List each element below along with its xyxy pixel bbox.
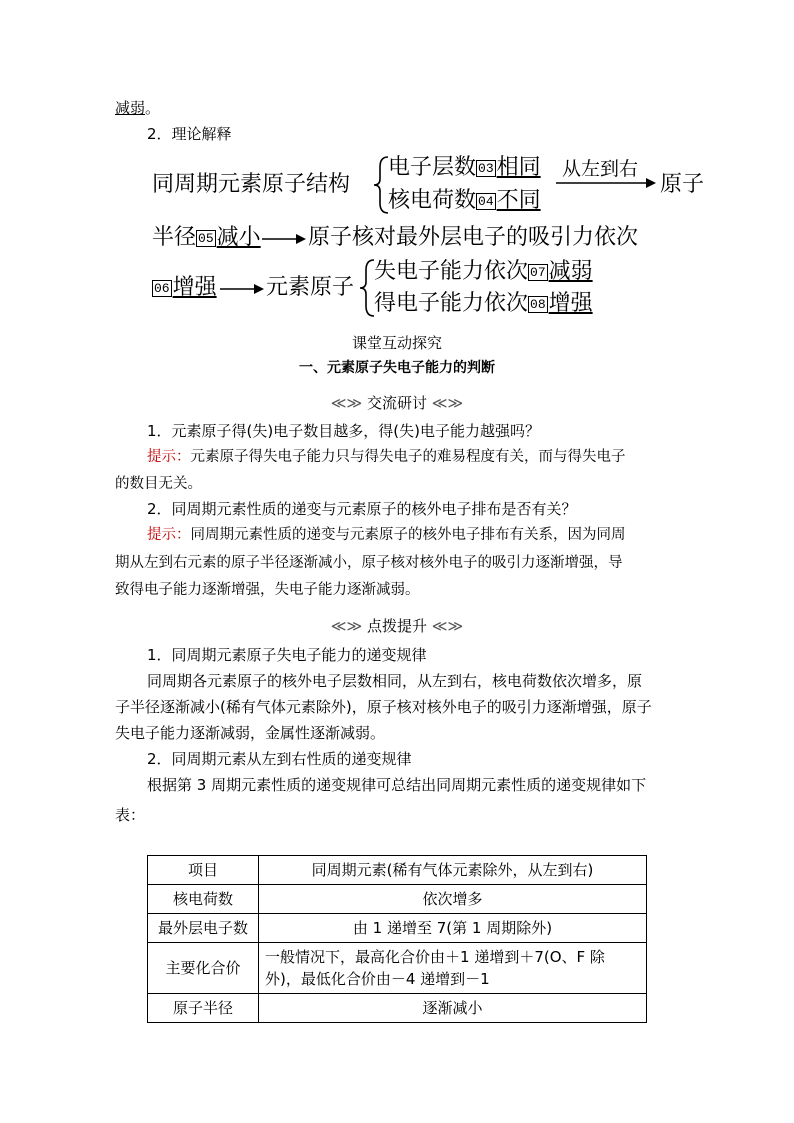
question-1: 1．元素原子得(失)电子数目越多，得(失)电子能力越强吗？ (147, 422, 540, 440)
hint-label-2: 提示： (147, 527, 191, 543)
answer-2-text: 同周期元素性质的递变与元素原子的核外电子排布有关系，因为同周 (190, 527, 626, 543)
answer-1-text: 元素原子得失电子能力只与得失电子的难易程度有关，而与得失电子 (190, 449, 626, 465)
answer-1-line-2: 的数目无关。 (115, 476, 202, 492)
point-1-title: 1．同周期元素原子失电子能力的递变规律 (147, 646, 427, 664)
tips-header-text: 点拨提升 (366, 617, 427, 635)
branch2-label: 核电荷数 (388, 188, 477, 213)
answer-07: 减弱 (548, 259, 593, 284)
section-title: 课堂互动探究 (351, 334, 442, 352)
point-2-line-2: 表： (115, 806, 146, 824)
table-row (148, 994, 647, 1023)
blank-num-05: 05 (198, 231, 214, 246)
answer-04: 不同 (496, 188, 541, 213)
right-deco-icon-2: ≪≫ (431, 617, 464, 635)
diagram-lead: 同周期元素原子结构 (152, 172, 351, 197)
answer-2-line-1 (147, 525, 626, 545)
blank-num-08: 08 (530, 297, 546, 312)
branch1-label: 电子层数 (388, 155, 477, 180)
gain-label: 得电子能力依次 (374, 291, 529, 316)
answer-08: 增强 (548, 291, 593, 316)
top-fragment (115, 98, 160, 118)
table-cell: 一般情况下，最高化合价由＋1 递增到＋7(O、F 除外)，最低化合价由－4 递增到－1 (259, 943, 647, 994)
table-cell: 核电荷数 (148, 885, 259, 914)
diagram-loss (374, 258, 593, 286)
tips-header (0, 616, 794, 636)
right-deco-icon: ≪≫ (431, 394, 464, 412)
answer-1-line-1 (147, 447, 626, 467)
blank-num-04: 04 (478, 194, 494, 209)
point-2-line-1: 根据第 3 周期元素性质的递变规律可总结出同周期元素性质的递变规律如下 (147, 776, 647, 794)
point-2-title: 2．同周期元素从左到右性质的递变规律 (147, 750, 412, 768)
hint-label: 提示： (147, 449, 191, 465)
long-arrow-icon-2 (220, 282, 268, 296)
table-cell: 同周期元素(稀有气体元素除外，从左到右) (259, 856, 647, 885)
answer-03: 相同 (496, 155, 541, 180)
diagram-branch2 (388, 187, 541, 215)
table-cell: 主要化合价 (148, 943, 259, 994)
diagram-branch1 (388, 154, 541, 182)
table-cell: 最外层电子数 (148, 914, 259, 943)
answer-2-line-2: 期从左到右元素的原子半径逐渐减小，原子核对核外电子的吸引力逐渐增强，导 (115, 555, 623, 571)
diagram-line2 (152, 224, 261, 252)
blank-num-06: 06 (154, 281, 170, 296)
table-cell: 依次增多 (259, 885, 647, 914)
table-cell: 由 1 递增至 7(第 1 周期除外) (259, 914, 647, 943)
left-deco-icon-2: ≪≫ (330, 617, 363, 635)
theory-heading: 2．理论解释 (147, 125, 232, 143)
result-1: 原子 (660, 172, 705, 197)
discussion-header (0, 393, 794, 413)
table-cell: 逐渐减小 (259, 994, 647, 1023)
table-cell: 项目 (148, 856, 259, 885)
answer-05: 减小 (216, 225, 261, 250)
top-fragment-end: 。 (145, 99, 161, 117)
section-subtitle: 一、元素原子失电子能力的判断 (299, 360, 495, 376)
left-deco-icon: ≪≫ (330, 394, 363, 412)
answer-06: 增强 (172, 275, 217, 300)
long-arrow-icon (262, 232, 310, 246)
point-1-line-1: 同周期各元素原子的核外电子层数相同，从左到右，核电荷数依次增多，原 (147, 672, 643, 690)
line2-prefix: 半径 (152, 225, 197, 250)
blank-num-03: 03 (478, 161, 494, 176)
question-2: 2．同周期元素性质的递变与元素原子的核外电子排布是否有关？ (147, 500, 577, 518)
diagram-gain (374, 290, 593, 318)
table-row (148, 885, 647, 914)
table-row (148, 943, 647, 994)
point-1-line-3: 失电子能力逐渐减弱，金属性逐渐减弱。 (115, 724, 386, 742)
discussion-header-text: 交流研讨 (366, 394, 427, 412)
table-row (148, 856, 647, 885)
table-row (148, 914, 647, 943)
arrow-label: 从左到右 (562, 158, 639, 180)
point-1-line-2: 子半径逐渐减小(稀有气体元素除外)，原子核对核外电子的吸引力逐渐增强，原子 (115, 698, 652, 716)
top-fragment-text: 减弱 (115, 99, 146, 117)
line3-mid: 元素原子 (266, 275, 355, 300)
table-cell: 原子半径 (148, 994, 259, 1023)
right-arrow-icon (556, 176, 660, 190)
answer-2-line-3: 致得电子能力逐渐增强，失电子能力逐渐减弱。 (115, 582, 420, 598)
period-trend-table (147, 855, 647, 1023)
blank-num-07: 07 (530, 265, 546, 280)
diagram-line3 (152, 274, 217, 302)
line2-rest: 原子核对最外层电子的吸引力依次 (308, 225, 639, 250)
loss-label: 失电子能力依次 (374, 259, 529, 284)
